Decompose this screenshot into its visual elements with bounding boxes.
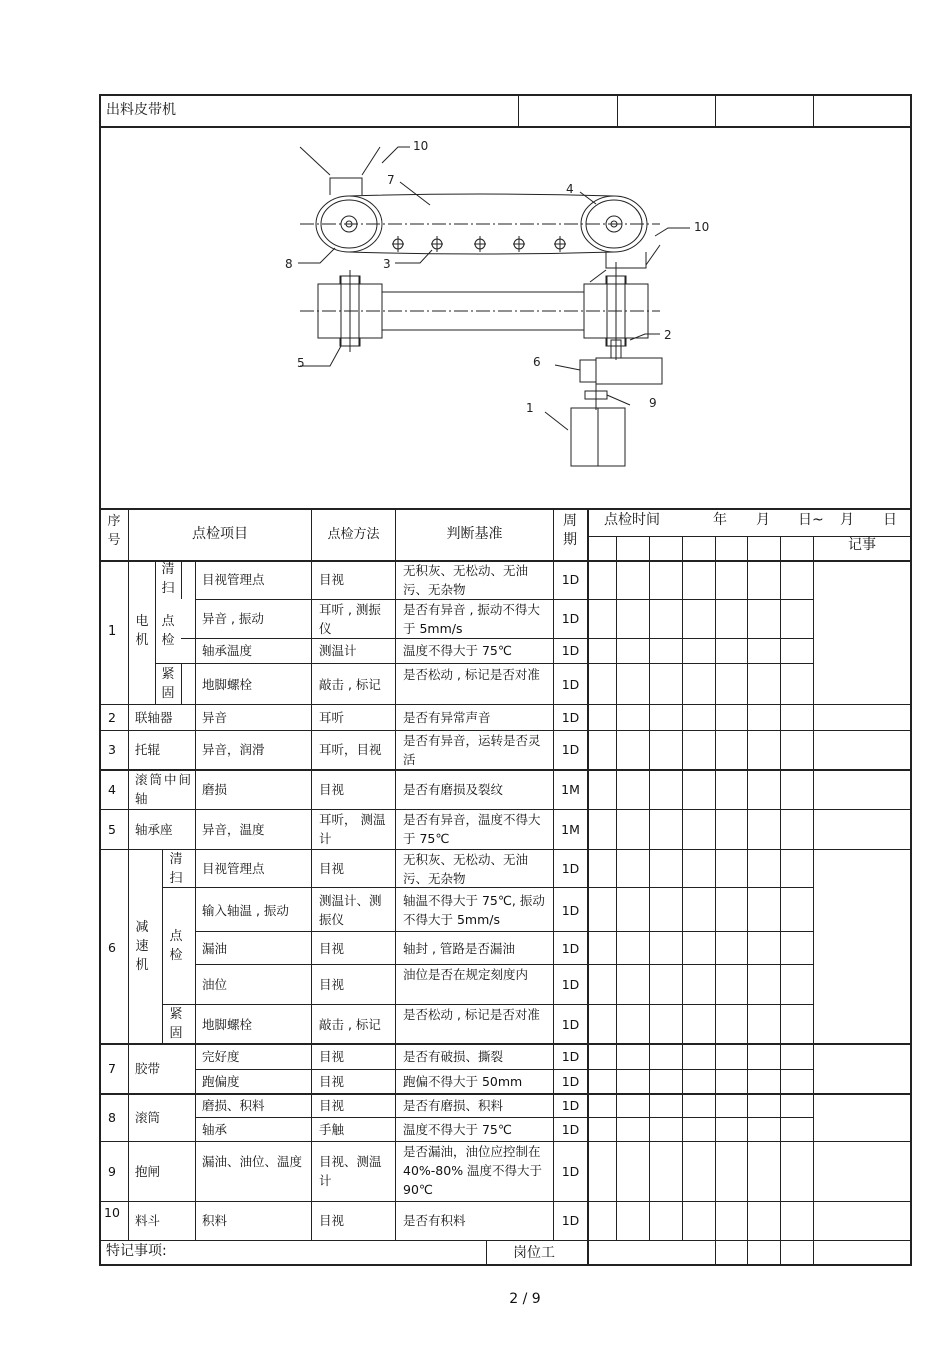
cycle-cell: 1D (561, 903, 580, 918)
criteria-cell: 温度不得大于 75℃ (403, 1122, 512, 1137)
group-drum: 滚筒 (135, 1110, 161, 1125)
check-grid-line (813, 536, 814, 1266)
criteria-cell: 是否漏油，油位应控制在 40%-80% 温度不得大于 90℃ (403, 1144, 543, 1197)
group-brake: 抱闸 (135, 1164, 161, 1179)
method-cell: 目视 (319, 1098, 345, 1113)
sub-inspect: 点检 (161, 614, 175, 648)
method-cell: 手触 (319, 1122, 345, 1137)
item-cell: 漏油 (202, 941, 228, 956)
cycle-cell: 1D (561, 611, 580, 626)
criteria-cell: 轴封 , 管路是否漏油 (403, 941, 515, 956)
criteria-cell: 是否有磨损及裂纹 (403, 782, 504, 797)
col-header-item: 点检项目 (192, 526, 248, 542)
group-reducer: 减速机 (135, 920, 149, 973)
cycle-cell: 1D (561, 1074, 580, 1089)
criteria-cell: 温度不得大于 75℃ (403, 643, 512, 658)
item-cell: 磨损、积料 (202, 1098, 265, 1113)
diagram-label: 4 (566, 182, 574, 196)
item-cell: 跑偏度 (202, 1074, 240, 1089)
seq-3: 3 (108, 742, 116, 757)
sub-fasten: 紧固 (161, 667, 175, 701)
method-cell: 耳听， 测温计 (319, 812, 386, 846)
col-line (181, 560, 182, 599)
check-time-month2: 月 (840, 512, 854, 528)
title-cell-line (715, 94, 716, 127)
cycle-cell: 1D (561, 710, 580, 725)
special-notes-label: 特记事项: (106, 1243, 167, 1259)
row-line (99, 769, 912, 771)
col-line (587, 508, 589, 1266)
criteria-cell: 跑偏不得大于 50mm (403, 1074, 523, 1089)
method-cell: 测温计、测振仪 (319, 893, 382, 927)
group-bearing-seat: 轴承座 (135, 822, 173, 837)
item-cell: 目视管理点 (202, 572, 265, 587)
diagram-label: 10 (413, 139, 429, 153)
item-cell: 油位 (202, 977, 228, 992)
item-cell: 异音 , 振动 (202, 611, 264, 626)
row-line (99, 1093, 912, 1095)
cycle-cell: 1D (561, 643, 580, 658)
seq-10: 10 (104, 1205, 120, 1220)
row-line (99, 1240, 912, 1241)
group-belt: 胶带 (135, 1061, 161, 1076)
cycle-cell: 1D (561, 861, 580, 876)
item-cell: 轴承 (202, 1122, 228, 1137)
check-grid-line (780, 536, 781, 1266)
diagram-label: 5 (297, 356, 305, 370)
diagram-label: 1 (526, 401, 534, 415)
criteria-cell: 无积灰、无松动、无油污、无杂物 (403, 563, 529, 597)
criteria-cell: 是否有异常声音 (403, 710, 491, 725)
table-top-line (99, 508, 912, 510)
title-cell-line (617, 94, 618, 127)
diagram-label: 10 (694, 220, 710, 234)
row-line (195, 1117, 813, 1118)
criteria-cell: 油位是否在规定刻度内 (403, 967, 529, 982)
col-line (195, 560, 196, 1240)
diagram-label: 6 (533, 355, 541, 369)
seq-6: 6 (108, 940, 116, 955)
row-line (181, 638, 813, 639)
row-line (99, 704, 912, 705)
seq-4: 4 (108, 782, 116, 797)
row-line (99, 1043, 912, 1045)
check-grid-line (747, 536, 748, 1266)
title-divider (99, 126, 912, 128)
method-cell: 目视 (319, 1049, 345, 1064)
method-cell: 耳听 , 测振仪 (319, 602, 381, 636)
check-grid-line (715, 536, 716, 1266)
cycle-cell: 1D (561, 1098, 580, 1113)
col-line (181, 663, 182, 704)
method-cell: 目视 (319, 1074, 345, 1089)
page-number: 2 / 9 (509, 1291, 541, 1307)
col-line (162, 849, 163, 1043)
group-hopper: 料斗 (135, 1213, 161, 1228)
diagram-label: 2 (664, 328, 672, 342)
method-cell: 目视 (319, 861, 345, 876)
criteria-cell: 是否松动 , 标记是否对准 (403, 667, 540, 682)
seq-1: 1 (108, 624, 117, 639)
item-cell: 地脚螺栓 (202, 677, 253, 692)
notes-header: 记事 (848, 537, 876, 553)
check-header-subline (588, 536, 912, 537)
item-cell: 异音，温度 (202, 822, 265, 837)
cycle-cell: 1D (561, 1122, 580, 1137)
method-cell: 敲击 , 标记 (319, 677, 381, 692)
item-cell: 输入轴温 , 振动 (202, 903, 289, 918)
method-cell: 耳听 (319, 710, 345, 725)
seq-7: 7 (108, 1061, 116, 1076)
seq-9: 9 (108, 1164, 116, 1179)
item-cell: 地脚螺栓 (202, 1017, 253, 1032)
method-cell: 耳听，目视 (319, 742, 382, 757)
cycle-cell: 1M (561, 782, 580, 797)
group-coupling: 联轴器 (135, 710, 173, 725)
item-cell: 完好度 (202, 1049, 240, 1064)
sub-fasten: 紧固 (169, 1007, 183, 1041)
check-grid-line (616, 536, 617, 1240)
check-grid-line (649, 536, 650, 1240)
col-line (311, 508, 312, 1240)
cycle-cell: 1D (561, 572, 580, 587)
criteria-cell: 无积灰、无松动、无油污、无杂物 (403, 852, 529, 886)
cycle-cell: 1D (561, 1017, 580, 1032)
method-cell: 目视 (319, 1213, 345, 1228)
method-cell: 目视 (319, 782, 345, 797)
form-title: 出料皮带机 (106, 102, 176, 118)
check-time-label: 点检时间 (604, 512, 660, 528)
cycle-cell: 1D (561, 1213, 580, 1228)
col-header-method: 点检方法 (327, 527, 380, 542)
check-time-month: 月 (756, 512, 770, 528)
col-header-seq: 序号 (107, 514, 121, 548)
row-line (99, 1201, 912, 1202)
title-cell-line (813, 94, 814, 127)
check-time-year: 年 (713, 512, 727, 528)
criteria-cell: 轴温不得大于 75℃, 振动不得大于 5mm/s (403, 893, 545, 927)
diagram-label: 3 (383, 257, 391, 271)
item-cell: 异音 (202, 710, 228, 725)
check-time-day-range: 日~ (798, 512, 824, 528)
group-idler: 托辊 (135, 742, 161, 757)
check-time-day2: 日 (883, 512, 897, 528)
post-worker-label: 岗位工 (513, 1245, 555, 1261)
row-line (195, 1069, 813, 1070)
method-cell: 目视 (319, 977, 345, 992)
group-motor: 电机 (135, 614, 149, 648)
method-cell: 测温计 (319, 643, 357, 658)
cycle-cell: 1D (561, 1049, 580, 1064)
criteria-cell: 是否有异音，温度不得大于 75℃ (403, 812, 541, 846)
criteria-cell: 是否有破损、撕裂 (403, 1049, 504, 1064)
criteria-cell: 是否松动 , 标记是否对准 (403, 1007, 540, 1022)
col-line (155, 560, 156, 704)
cycle-cell: 1D (561, 941, 580, 956)
item-cell: 漏油、油位、温度 (202, 1154, 303, 1169)
sub-inspect: 点检 (169, 929, 183, 963)
criteria-cell: 是否有异音 , 振动不得大于 5mm/s (403, 602, 540, 636)
item-cell: 轴承温度 (202, 643, 253, 658)
col-header-criteria: 判断基准 (446, 526, 503, 542)
conveyor-diagram (280, 130, 720, 475)
seq-5: 5 (108, 822, 116, 837)
sub-clean: 清扫 (169, 852, 183, 886)
seq-2: 2 (108, 710, 116, 725)
method-cell: 目视 (319, 941, 345, 956)
row-line (195, 931, 813, 932)
item-cell: 异音，润滑 (202, 742, 265, 757)
criteria-cell: 是否有积料 (403, 1213, 466, 1228)
col-line (128, 508, 129, 1240)
diagram-label: 7 (387, 173, 395, 187)
criteria-cell: 是否有异音，运转是否灵活 (403, 733, 541, 767)
cycle-cell: 1M (561, 822, 580, 837)
sub-clean: 清扫 (161, 562, 175, 596)
check-grid-line (682, 536, 683, 1240)
item-cell: 积料 (202, 1213, 228, 1228)
item-cell: 目视管理点 (202, 861, 265, 876)
footer-divider (486, 1240, 487, 1266)
diagram-label: 8 (285, 257, 293, 271)
seq-8: 8 (108, 1110, 116, 1125)
method-cell: 目视、测温计 (319, 1154, 382, 1188)
cycle-cell: 1D (561, 742, 580, 757)
col-header-cycle: 周期 (563, 513, 577, 548)
method-cell: 目视 (319, 572, 345, 587)
title-cell-line (518, 94, 519, 127)
cycle-cell: 1D (561, 1164, 580, 1179)
method-cell: 敲击 , 标记 (319, 1017, 381, 1032)
cycle-cell: 1D (561, 977, 580, 992)
group-drum-shaft: 滚筒中间轴 (135, 772, 194, 806)
col-line (395, 508, 396, 1240)
cycle-cell: 1D (561, 677, 580, 692)
criteria-cell: 是否有磨损、积料 (403, 1098, 504, 1113)
item-cell: 磨损 (202, 782, 228, 797)
diagram-label: 9 (649, 396, 657, 410)
